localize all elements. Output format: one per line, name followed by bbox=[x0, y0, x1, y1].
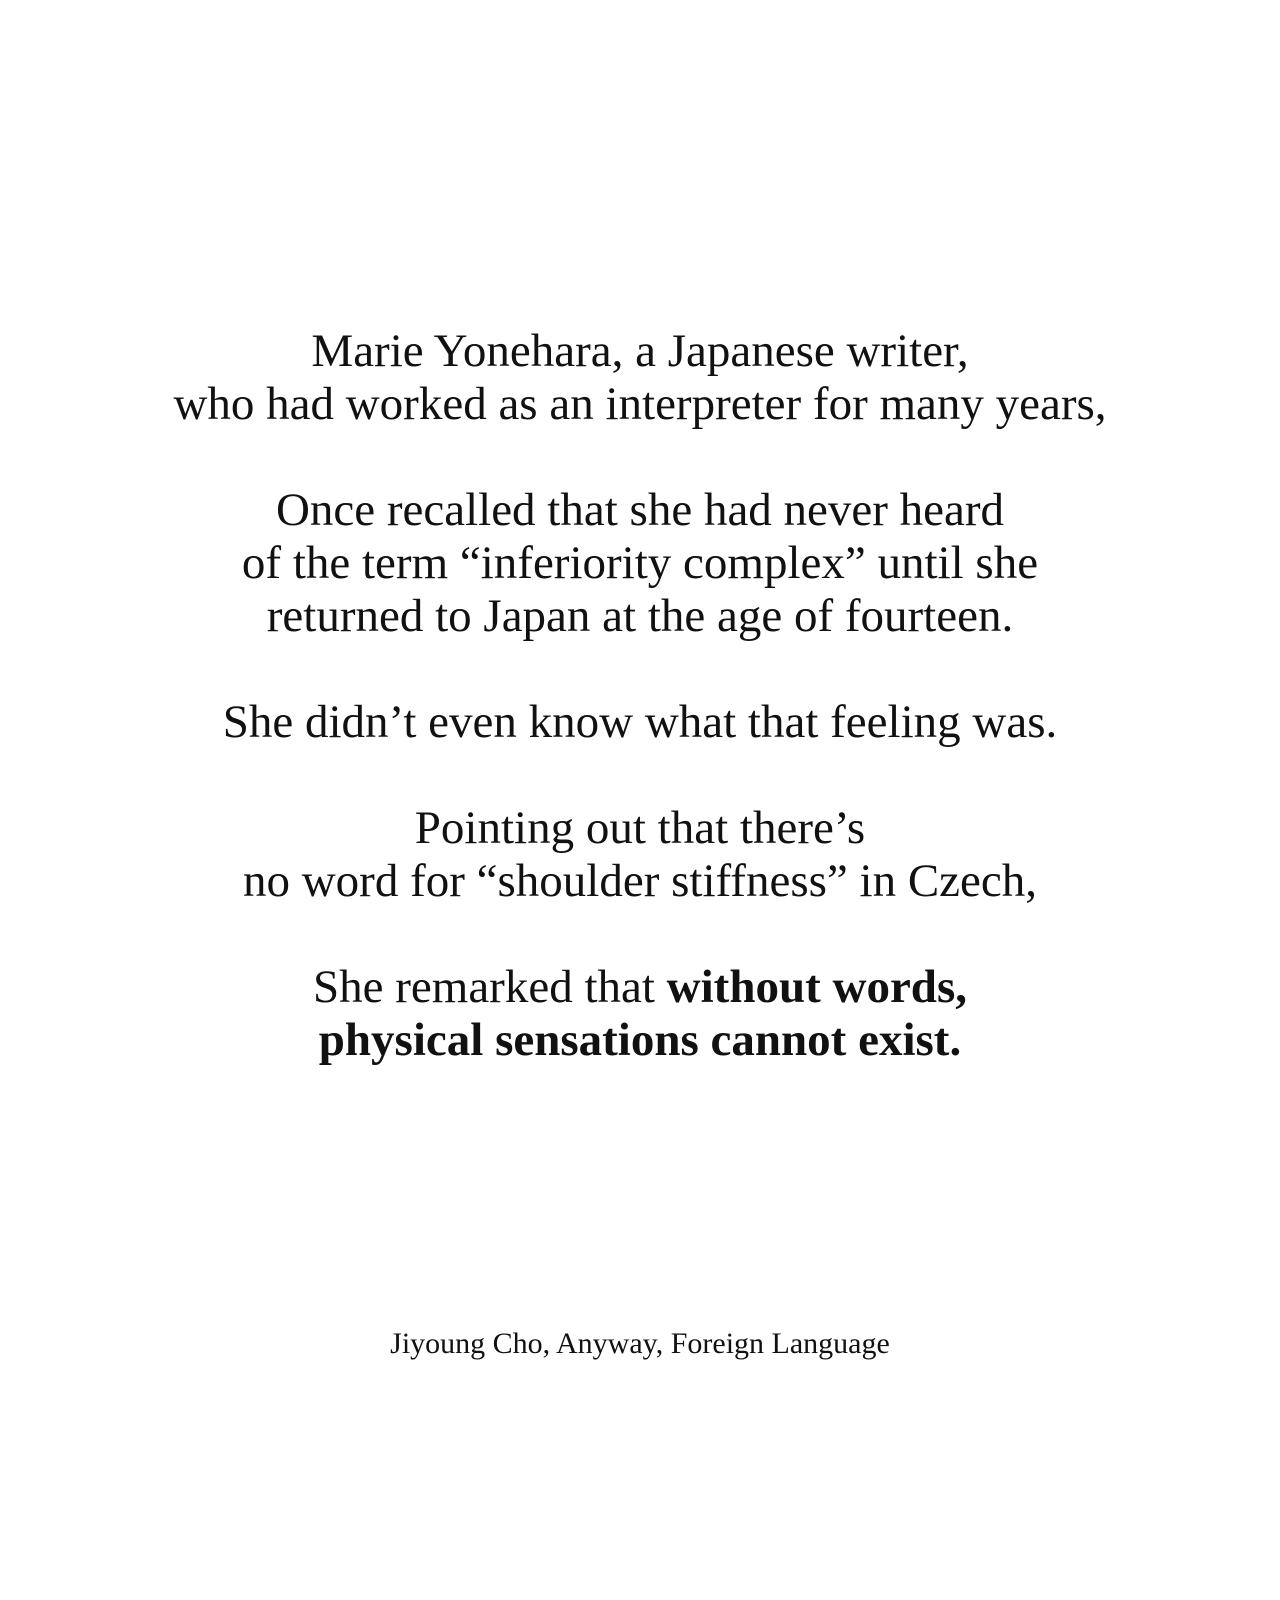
poem-line: She didn’t even know what that feeling was. bbox=[222, 696, 1058, 748]
poem-line-plain-part: She remarked that bbox=[313, 961, 667, 1013]
stanza-4 bbox=[0, 802, 1280, 908]
poem-line: no word for “shoulder stiffness” in Czech, bbox=[242, 855, 1038, 907]
poem-line: returned to Japan at the age of fourteen. bbox=[266, 590, 1014, 642]
citation: Jiyoung Cho, Anyway, Foreign Language bbox=[390, 1327, 890, 1360]
poem-line: Pointing out that there’s bbox=[414, 802, 866, 854]
stanza-5 bbox=[0, 961, 1280, 1067]
stanza-1 bbox=[0, 325, 1280, 431]
poem-line-bold-part: without words, bbox=[666, 961, 967, 1013]
stanza-3 bbox=[0, 696, 1280, 749]
poem-line: who had worked as an interpreter for many years, bbox=[173, 378, 1107, 430]
poem-line: of the term “inferiority complex” until she bbox=[241, 537, 1039, 589]
poem-text bbox=[0, 325, 1280, 1120]
poem-line-bold: physical sensations cannot exist. bbox=[318, 1014, 962, 1066]
poem-line: Marie Yonehara, a Japanese writer, bbox=[311, 325, 969, 377]
poem-line bbox=[0, 961, 1280, 1014]
stanza-2 bbox=[0, 484, 1280, 643]
poem-line: Once recalled that she had never heard bbox=[275, 484, 1005, 536]
